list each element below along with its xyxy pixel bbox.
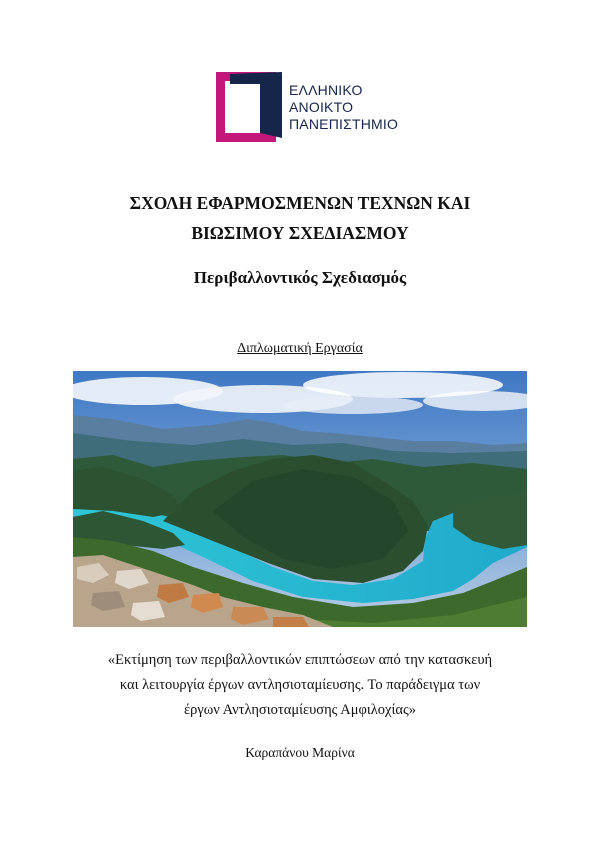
- thesis-title-line-2: και λειτουργία έργων αντλησιοταμίευσης. Το παράδειγμα των: [119, 677, 481, 693]
- school-name: [0, 188, 600, 248]
- university-logo: [216, 70, 406, 144]
- university-logo-mark-icon: [216, 70, 286, 144]
- school-name-line-1: ΣΧΟΛΗ ΕΦΑΡΜΟΣΜΕΝΩΝ ΤΕΧΝΩΝ ΚΑΙ: [129, 193, 471, 213]
- author-name: Καραπάνου Μαρίνα: [245, 745, 355, 760]
- university-name-line-2: ΑΝΟΙΚΤΟ: [289, 99, 354, 115]
- university-name: [289, 82, 398, 133]
- thesis-title: [60, 648, 540, 723]
- university-name-line-3: ΠΑΝΕΠΙΣΤΗΜΙΟ: [289, 116, 399, 132]
- cover-photo: [73, 371, 527, 627]
- document-type: [0, 341, 600, 357]
- document-type-label: Διπλωματική Εργασία: [237, 341, 363, 356]
- thesis-title-line-1: «Εκτίμηση των περιβαλλοντικών επιπτώσεων από την κατασκευή: [107, 652, 493, 668]
- school-name-line-2: ΒΙΩΣΙΜΟΥ ΣΧΕΔΙΑΣΜΟΥ: [191, 223, 409, 243]
- university-name-line-1: ΕΛΛΗΝΙΚΟ: [289, 82, 363, 98]
- thesis-title-line-3: έργων Αντλησιοταμίευσης Αμφιλοχίας»: [184, 702, 416, 718]
- department-name: Περιβαλλοντικός Σχεδιασμός: [193, 268, 407, 287]
